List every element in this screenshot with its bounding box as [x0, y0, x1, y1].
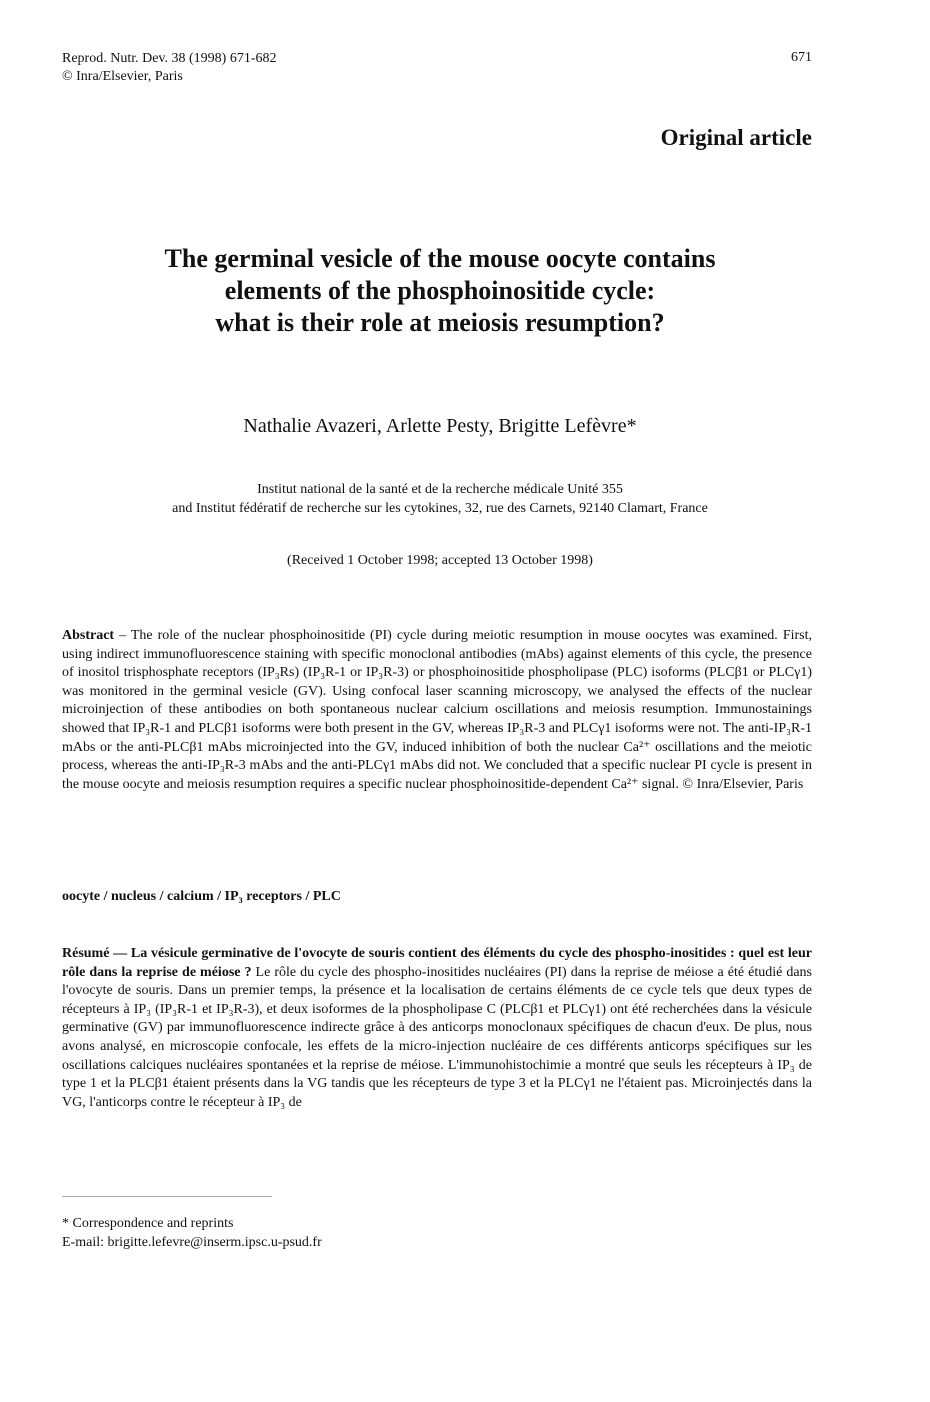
affiliation-line-2: and Institut fédératif de recherche sur les cytokines, 32, rue des Carnets, 92140 Clamart, France [172, 501, 708, 516]
resume-label: Résumé — La vésicule germinative de l'ovocyte de souris contient des éléments du cycle des phospho-inositides : quel est leur rôle dans la reprise de méiose ? [62, 946, 812, 980]
abstract [62, 627, 812, 794]
affiliation-line-1: Institut national de la santé et de la recherche médicale Unité 355 [257, 482, 623, 497]
received-dates: (Received 1 October 1998; accepted 13 October 1998) [287, 553, 593, 568]
affiliation [40, 480, 840, 518]
publisher-line: © Inra/Elsevier, Paris [62, 69, 183, 84]
paper-title [60, 243, 820, 339]
author-list: Nathalie Avazeri, Arlette Pesty, Brigitte Lefèvre* [243, 415, 637, 437]
title-line-2: elements of the phosphoinositide cycle: [224, 276, 656, 305]
page-number: 671 [791, 50, 812, 65]
abstract-text: – The role of the nuclear phosphoinositide (PI) cycle during meiotic resumption in mouse oocytes was examined. First, using indirect immunofluorescence staining with specific monoclonal antibodies (mAbs) against elements of this cycle, the presence of inositol trisphosphate receptors (IP₃Rs) (IP₃R-1 or IP₃R-3) or phosphoinositide phospholipase (PLC) isoforms (PLCβ1 or PLCγ1) was monitored in the germinal vesicle (GV). Using confocal laser scanning microscopy, we analysed the effects of the nuclear microinjection of these antibodies on both spontaneous nuclear calcium oscillations and meiosis resumption. Immunostainings showed that IP₃R-1 and PLCβ1 isoforms were both present in the GV, whereas IP₃R-3 and PLCγ1 isoforms were not. The anti-IP₃R-1 mAbs or the anti-PLCβ1 mAbs microinjected into the GV, induced inhibition of both the nuclear Ca²⁺ oscillations and the meiotic process, whereas the anti-IP₃R-3 mAbs and the anti-PLCγ1 mAbs did not. We concluded that a specific nuclear PI cycle is present in the mouse oocyte and meiosis resumption requires a specific nuclear phosphoinositide-dependent Ca²⁺ signal. © Inra/Elsevier, Paris [62, 628, 812, 792]
email-address: E-mail: brigitte.lefevre@inserm.ipsc.u-psud.fr [62, 1235, 322, 1250]
title-line-3: what is their role at meiosis resumption? [215, 308, 665, 337]
journal-citation: Reprod. Nutr. Dev. 38 (1998) 671-682 [62, 51, 277, 66]
resume-text: Le rôle du cycle des phospho-inositides nucléaires (PI) dans la reprise de méiose a été étudié dans l'ovocyte de souris. Dans un premier temps, la présence et la localisation de certains éléments de ce cycle tels que deux types de récepteurs à IP₃ (IP₃R-1 et IP₃R-3), et deux isoformes de la phospholipase C (PLCβ1 et PLCγ1) ont été recherchées dans la vésicule germinative (GV) par immunofluorescence indirecte grâce à des anticorps monoclonaux spécifiques de chacun d'eux. De plus, nous avons analysé, en microscopie confocale, les effets de la micro-injection nucléaire de ces différents anticorps spécifiques sur les oscillations calciques nucléaires spontanées et la reprise de méiose. L'immunohistochimie a montré que seuls les récepteurs à IP₃ de type 1 et la PLCβ1 étaient présents dans la VG tandis que les récepteurs de type 3 et la PLCγ1 ne l'étaient pas. Microinjectés dans la VG, l'anticorps contre le récepteur à IP₃ de [62, 964, 812, 1110]
keywords: oocyte / nucleus / calcium / IP₃ receptors / PLC [62, 889, 341, 904]
title-line-1: The germinal vesicle of the mouse oocyte contains [164, 244, 716, 273]
abstract-label: Abstract [62, 628, 115, 643]
footnote-divider [62, 1196, 272, 1197]
correspondence-note: * Correspondence and reprints [62, 1216, 234, 1231]
running-header [62, 50, 277, 86]
footnote [62, 1214, 322, 1252]
resume [62, 945, 812, 1112]
article-type: Original article [660, 125, 812, 150]
